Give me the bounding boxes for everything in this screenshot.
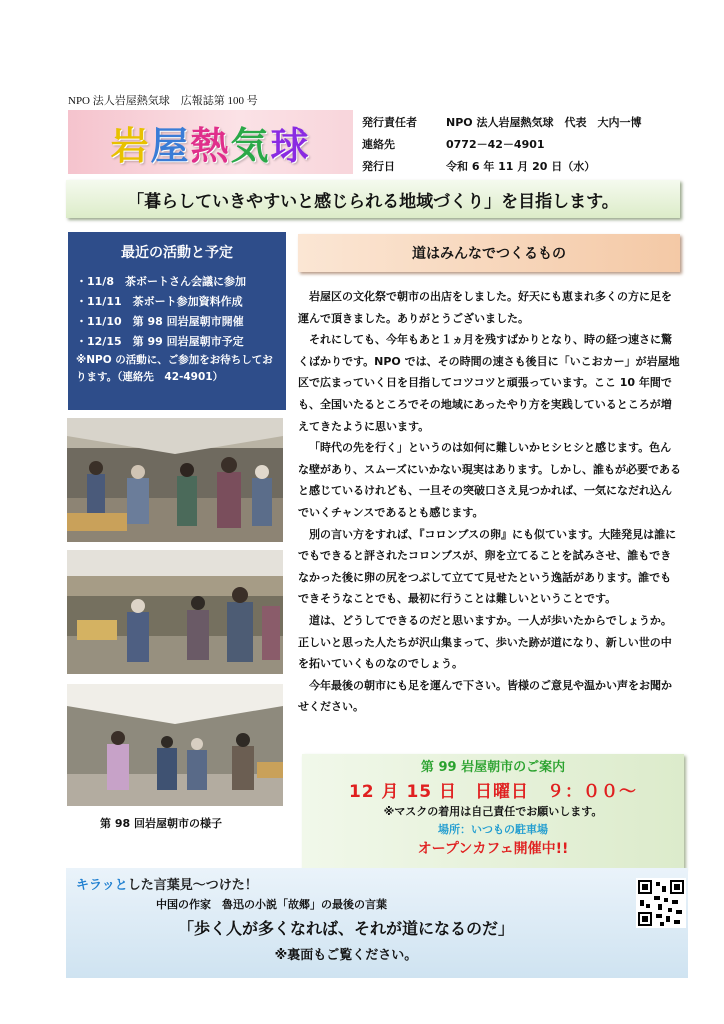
pubinfo-row: [362, 134, 641, 156]
masthead-title: [110, 115, 310, 170]
org-line: NPO 法人岩屋熱気球 広報誌第 100 号: [68, 95, 258, 107]
list-item: ・11/8 茶ボートさん会議に参加: [76, 275, 246, 288]
event-cafe: オープンカフェ開催中!!: [417, 841, 569, 857]
activities-box: [68, 232, 286, 410]
market-photo-3: [67, 684, 283, 806]
list-item: ・11/10 第 98 回岩屋朝市開催: [76, 315, 244, 328]
list-item: ・11/11 茶ボート参加資料作成: [76, 295, 243, 308]
pubinfo-value: NPO 法人岩屋熱気球 代表 大内一博: [446, 116, 642, 129]
pubinfo-label: 発行責任者: [362, 116, 417, 129]
masthead-title-char: 屋: [150, 123, 191, 168]
event-box: [302, 754, 684, 869]
article-paragraph: 岩屋区の文化祭で朝市の出店をしました。好天にも恵まれ多くの方に足を運んで頂きました。ありがとうございました。: [298, 290, 672, 325]
back-page-note: ※裏面もご覧ください。: [274, 948, 418, 963]
market-photo-1: [67, 418, 283, 542]
slogan-banner: 「暮らしていきやすいと感じられる地域づくり」を目指します。: [66, 180, 680, 218]
event-title: 第 99 岩屋朝市のご案内: [420, 760, 566, 775]
pubinfo-row: [362, 112, 641, 134]
masthead-title-char: 岩: [110, 123, 151, 168]
kira-prefix: キラッと: [76, 878, 128, 893]
quote-text: 「歩く人が多くなれば、それが道になるのだ」: [177, 919, 514, 938]
pubinfo-label: 発行日: [362, 160, 395, 173]
article-paragraph: 道は、どうしてできるのだと思いますか。一人が歩いたからでしょうか。正しいと思った人たちが沢山集まって、歩いた跡が道になり、新しい世の中を拓いていくものなのでしょう。: [298, 613, 672, 671]
quote-box: [66, 868, 688, 978]
article-heading: 道はみんなでつくるもの: [298, 234, 680, 272]
list-item: ・12/15 第 99 回岩屋朝市予定: [76, 335, 244, 348]
masthead-title-char: 球: [270, 123, 311, 168]
kira-rest: した言葉見～つけた！: [127, 878, 258, 893]
pubinfo-label: 連絡先: [362, 138, 395, 151]
masthead-title-char: 気: [230, 123, 271, 168]
activities-note: ※NPO の活動に、ご参加をお待ちしております。（連絡先 42-4901）: [76, 354, 273, 383]
quote-box-title: [76, 874, 258, 893]
photo-caption: 第 98 回岩屋朝市の様子: [100, 817, 222, 830]
publication-info: [362, 112, 641, 178]
activities-title: 最近の活動と予定: [121, 245, 233, 261]
article-paragraph: 今年最後の朝市にも足を運んで下さい。皆様のご意見や温かい声をお聞かせください。: [298, 678, 672, 714]
article-body: [298, 286, 682, 718]
masthead-title-char: 熱: [190, 123, 231, 168]
event-mask-note: ※マスクの着用は自己責任でお願いします。: [383, 805, 603, 818]
article-paragraph: 別の言い方をすれば、『コロンブスの卵』にも似ています。大陸発見は誰にでもできると評されたコロンブスが、卵を立てることを試みさせ、誰もできなかった後に卵の尻をつぶして立てて見せたという逸話があります。誰でもできそうなことでも、最初に行うことは難しいということです。: [298, 527, 677, 606]
market-photo-2: [67, 550, 283, 674]
article-paragraph: それにしても、今年もあと１ヵ月を残すばかりとなり、時の経つ速さに驚くばかりです。NPO では、その時間の速さも後目に「いこおカー」が岩屋地区で広まっていく日を目指してコツコツと頑張っています。ここ 10 年間でも、全国いたるところでその地域にあったやり方を実践しているところが増えてきたように思います。: [298, 333, 680, 433]
article-paragraph: 「時代の先を行く」というのは如何に難しいかヒシヒシと感じます。色んな壁があり、スムーズにいかない現実はあります。しかし、誰もが必要であると感じているけれども、一旦その突破口さえ見つかれば、一気になだれ込んでいくチャンスであるとも感じます。: [298, 441, 682, 519]
activities-list: [68, 272, 286, 352]
masthead: [68, 110, 353, 174]
qr-code-icon: [636, 878, 686, 928]
pubinfo-row: [362, 156, 641, 178]
pubinfo-value: 令和 6 年 11 月 20 日（水）: [446, 160, 596, 173]
event-place: 場所：いつもの駐車場: [438, 823, 548, 836]
event-date: 12 月 15 日 日曜日 ９：００～: [348, 782, 638, 802]
quote-source: 中国の作家 魯迅の小説「故郷」の最後の言葉: [156, 898, 387, 911]
pubinfo-value: 0772－42－4901: [446, 138, 545, 151]
